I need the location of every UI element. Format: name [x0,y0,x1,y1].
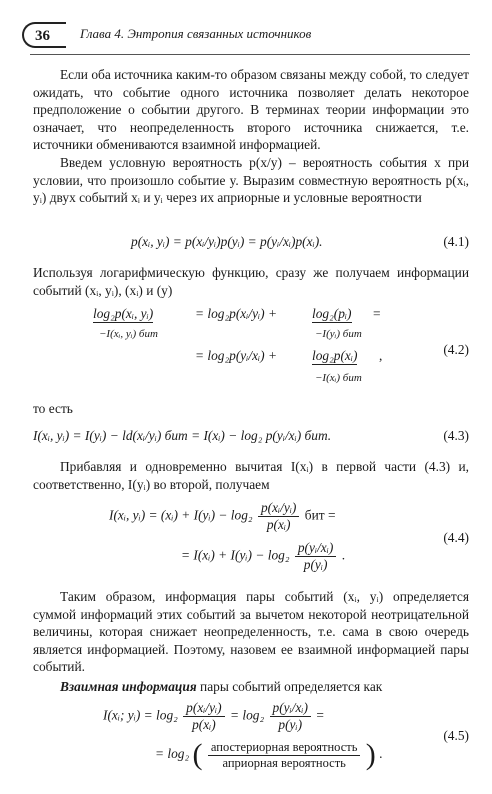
eq44-line1-left: I(xᵢ, yᵢ) = (xᵢ) + I(yᵢ) − log₂ [109,507,253,523]
page-number: 36 [22,22,66,48]
eq44-line1-right: бит = [304,507,336,523]
header-rule [30,54,470,55]
equation-4-5 [33,698,469,792]
equation-4-3-body: I(xᵢ, yᵢ) = I(yᵢ) − ld(xᵢ/yᵢ) бит = I(xᵢ) − log₂ p(yᵢ/xᵢ) бит. [33,428,332,443]
eq42-line1-mid: = log₂p(xᵢ/yᵢ) + [195,306,277,321]
eq45-fraction-1 [183,700,224,733]
eq44-line2-fraction [295,540,336,573]
eq45-right-paren: ) [365,738,376,771]
eq45-line1-right: = [316,707,324,723]
paragraph-6: Таким образом, информация пары событий (xᵢ, yᵢ) определяется суммой информаций этих событий за вычетом некоторой неотрицательной величины, которая снижает неопределенность, т.е. сама в свою очередь является информацией. Поэтому, назовем ее взаимной информацией пары событий. [33,589,469,675]
eq45-left-paren: ( [192,738,203,771]
eq42-line2-comma: , [379,348,383,363]
paragraph-2: Введем условную вероятность p(x/y) – вероятность события x при условии, что произошло событие y. Выразим совместную вероятность p(xᵢ, yᵢ) двух событий xᵢ и yᵢ через их априорные и условные вероятности [33,155,469,206]
eq45-fraction-2 [270,700,311,733]
eq45-line2-right: . [379,746,383,762]
eq42-brace-2: log₂(pᵢ) [312,306,352,321]
eq44-line1-fraction [258,500,299,533]
equation-4-1-number: (4.1) [443,234,469,249]
equation-4-3 [33,428,469,448]
eq45-word-denominator: априорная вероятность [222,755,346,770]
eq42-label-3: −I(xᵢ) бит [315,372,362,384]
equation-4-1-body: p(xᵢ, yᵢ) = p(xᵢ/yᵢ)p(yᵢ) = p(yᵢ/xᵢ)p(xᵢ). [131,234,323,249]
eq45-fraction-1-numerator: p(xᵢ/yᵢ) [183,700,224,717]
eq44-line1-numerator: p(xᵢ/yᵢ) [258,500,299,517]
eq42-brace-3: log₂p(xᵢ) [312,348,358,363]
eq42-brace-1: log₂p(xᵢ, yᵢ) [93,306,154,321]
eq44-line2-denominator: p(yᵢ) [303,557,328,572]
eq45-fraction-1-denominator: p(xᵢ) [192,717,216,732]
eq45-line1-mid: = log₂ [230,707,265,723]
eq45-line1-left: I(xᵢ; yᵢ) = log₂ [103,707,178,723]
paragraph-3: Используя логарифмическую функцию, сразу же получаем информации событий (xᵢ, yᵢ), (xᵢ) и (y) [33,265,469,298]
equation-4-2-number: (4.2) [443,342,469,357]
eq45-word-fraction [208,740,361,771]
term-mutual-information: Взаимная информация [60,679,197,694]
equation-4-5-number: (4.5) [443,728,469,743]
eq45-word-numerator: апостериорная вероятность [208,740,361,756]
eq45-fraction-2-denominator: p(yᵢ) [278,717,303,732]
eq44-line2-right: . [341,547,346,563]
eq42-label-2: −I(yᵢ) бит [315,328,362,340]
paragraph-7-rest: пары событий определяется как [196,679,383,694]
eq44-line2-left: = I(xᵢ) + I(yᵢ) − log₂ [181,547,290,563]
paragraph-1: Если оба источника каким-то образом связаны между собой, то следует ожидать, что событие одного источника позволяет делать некоторое предположение о событии другого. В терминах теории информации это означает, что неопределенность второго источника снижается, т.е. источники обмениваются взаимной информацией. [33,67,469,153]
eq45-fraction-2-numerator: p(yᵢ/xᵢ) [270,700,311,717]
paragraph-7 [33,678,469,696]
page-header [22,22,472,48]
equation-4-1 [33,234,469,254]
chapter-title: Глава 4. Энтропия связанных источников [80,26,312,41]
equation-4-4 [33,496,469,582]
eq42-line2-mid: = log₂p(yᵢ/xᵢ) + [195,348,277,363]
paragraph-4: то есть [33,401,73,416]
eq42-line1-eq: = [373,306,381,321]
equation-4-4-number: (4.4) [443,530,469,545]
eq45-line2-left: = log₂ [155,746,190,762]
eq44-line1-denominator: p(xᵢ) [266,517,291,532]
eq42-label-1: −I(xᵢ, yᵢ) бит [99,328,158,340]
eq44-line2-numerator: p(yᵢ/xᵢ) [295,540,336,557]
equation-4-2 [33,302,469,394]
paragraph-5: Прибавляя и одновременно вычитая I(xᵢ) в первой части (4.3) и, соответственно, I(yᵢ) во второй, получаем [33,459,469,492]
equation-4-3-number: (4.3) [443,428,469,443]
